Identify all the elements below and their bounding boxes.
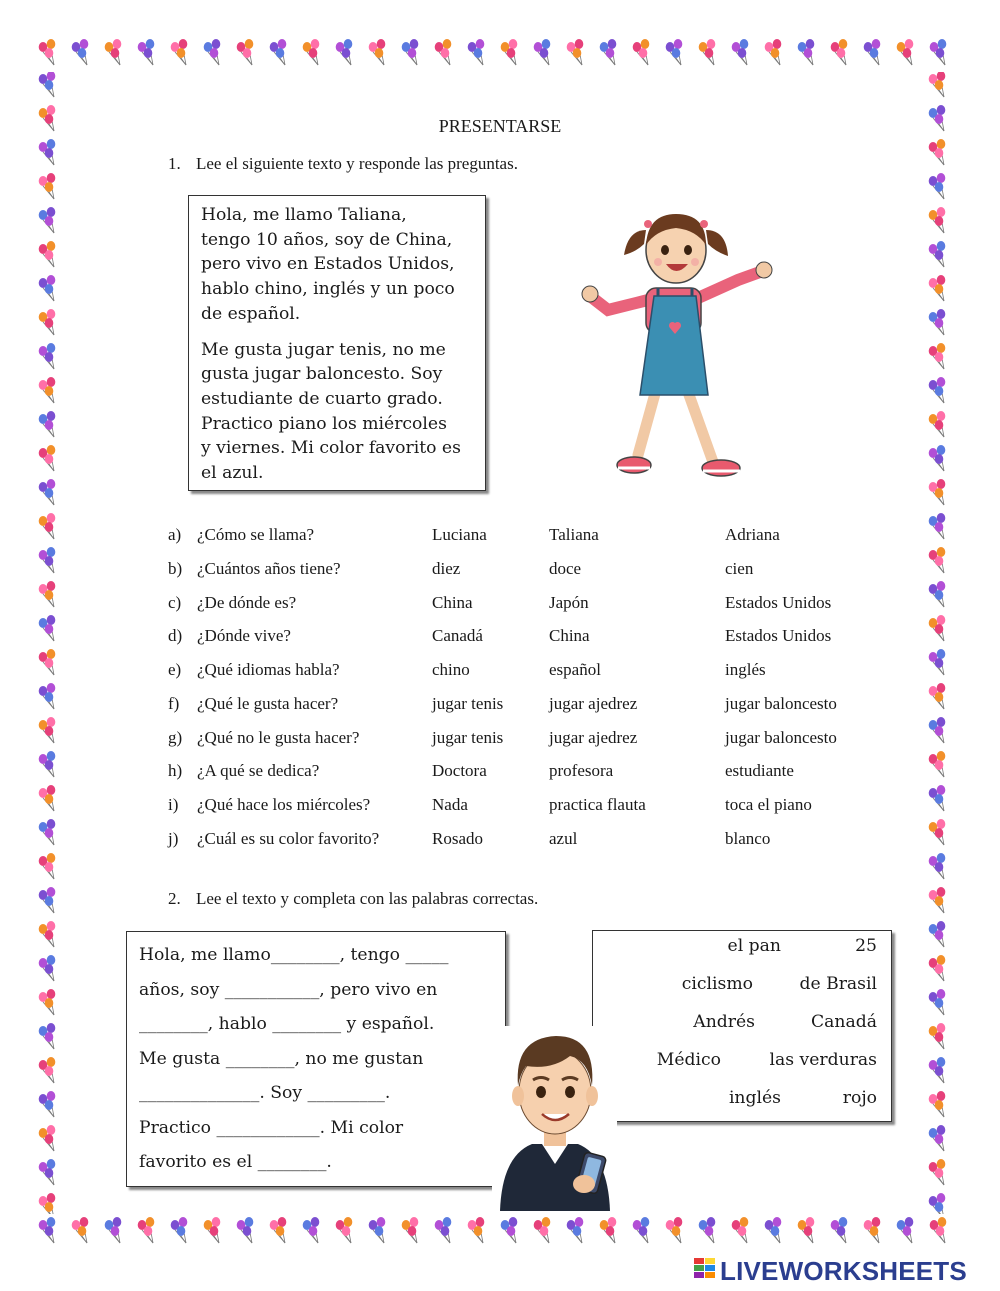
balloon-cluster-icon [929, 751, 946, 777]
balloon-cluster-icon [171, 39, 188, 65]
balloon-cluster-icon [567, 39, 584, 65]
balloon-cluster-icon [369, 39, 386, 65]
reading-paragraph-1 [201, 203, 473, 327]
question-letter: d) [168, 626, 183, 645]
question-text: ¿Qué idiomas habla? [197, 660, 340, 679]
question-text: ¿Cuál es su color favorito? [197, 829, 380, 848]
balloon-cluster-icon [732, 1217, 749, 1243]
instruction-2 [168, 889, 538, 909]
balloon-cluster-icon [798, 39, 815, 65]
balloon-cluster-icon [39, 1091, 56, 1117]
cloze-line[interactable]: ________, hablo ________ y español. [139, 1014, 435, 1034]
cloze-line[interactable]: favorito es el ________. [139, 1152, 332, 1172]
balloon-cluster-icon [897, 39, 914, 65]
question-letter: f) [168, 694, 180, 713]
cloze-line[interactable]: años, soy ___________, pero vivo en [139, 979, 438, 1000]
reading-line: Me gusta jugar tenis, no me [201, 339, 446, 360]
answer-option[interactable]: jugar tenis [432, 728, 504, 747]
balloon-cluster-icon [831, 39, 848, 65]
instruction-2-number: 2. [168, 889, 181, 908]
balloon-cluster-icon [303, 1217, 320, 1243]
reading-line: Practico piano los miércoles [201, 413, 447, 434]
balloon-cluster-icon [39, 1217, 56, 1243]
question-letter: i) [168, 795, 179, 814]
cloze-line[interactable]: Practico ____________. Mi color [139, 1117, 404, 1138]
reading-paragraph-2 [201, 338, 473, 486]
balloon-cluster-icon [501, 1217, 518, 1243]
balloon-border-top [36, 34, 962, 74]
balloon-cluster-icon [39, 649, 56, 675]
girl-illustration [578, 200, 778, 490]
word-bank-item[interactable]: Canadá [811, 1012, 877, 1032]
answer-option[interactable]: China [549, 626, 590, 645]
balloon-cluster-icon [929, 921, 946, 947]
balloon-cluster-icon [270, 39, 287, 65]
reading-line: estudiante de cuarto grado. [201, 388, 443, 409]
balloon-cluster-icon [39, 72, 56, 97]
word-bank-box [592, 930, 892, 1122]
word-bank-row [593, 936, 891, 964]
word-bank-row [593, 1088, 891, 1116]
balloon-cluster-icon [270, 1217, 287, 1243]
balloon-cluster-icon [929, 72, 946, 97]
balloon-cluster-icon [633, 1217, 650, 1243]
question-text: ¿Cómo se llama? [197, 525, 315, 544]
balloon-cluster-icon [929, 479, 946, 505]
balloon-cluster-icon [39, 717, 56, 743]
reading-line: Hola, me llamo Taliana, [201, 205, 407, 225]
balloon-cluster-icon [39, 309, 56, 335]
balloon-cluster-icon [929, 989, 946, 1015]
balloon-cluster-icon [39, 377, 56, 403]
word-bank-item[interactable]: ciclismo [681, 974, 753, 994]
balloon-cluster-icon [204, 39, 221, 65]
balloon-cluster-icon [105, 1217, 122, 1243]
balloon-cluster-icon [666, 39, 683, 65]
balloon-border-bottom [36, 1212, 962, 1252]
balloon-cluster-icon [929, 1091, 946, 1117]
balloon-cluster-icon [929, 819, 946, 845]
balloon-cluster-icon [897, 1217, 914, 1243]
balloon-cluster-icon [237, 1217, 254, 1243]
balloon-cluster-icon [929, 207, 946, 233]
answer-option[interactable]: Luciana [432, 525, 487, 544]
answer-option[interactable]: azul [549, 829, 578, 848]
balloon-row-bottom [36, 1212, 962, 1252]
answer-option[interactable]: practica flauta [549, 795, 646, 814]
balloon-cluster-icon [39, 581, 56, 607]
question-letter: j) [168, 829, 179, 848]
balloon-cluster-icon [699, 39, 716, 65]
balloon-cluster-icon [105, 39, 122, 65]
answer-option[interactable]: Nada [432, 795, 468, 814]
balloon-cluster-icon [39, 445, 56, 471]
balloon-cluster-icon [39, 547, 56, 573]
balloon-cluster-icon [39, 921, 56, 947]
balloon-cluster-icon [39, 39, 56, 65]
balloon-cluster-icon [336, 39, 353, 65]
balloon-cluster-icon [138, 1217, 155, 1243]
cloze-text-box [126, 931, 506, 1187]
balloon-cluster-icon [831, 1217, 848, 1243]
balloon-cluster-icon [39, 139, 56, 165]
balloon-cluster-icon [39, 1159, 56, 1185]
question-text: ¿A qué se dedica? [197, 761, 320, 780]
question-letter: e) [168, 660, 182, 679]
answer-option[interactable]: diez [432, 559, 461, 578]
balloon-cluster-icon [732, 39, 749, 65]
reading-text-box [188, 195, 486, 491]
answer-option[interactable]: profesora [549, 761, 614, 780]
balloon-cluster-icon [765, 39, 782, 65]
answer-option[interactable]: blanco [725, 829, 771, 848]
balloon-cluster-icon [39, 343, 56, 369]
balloon-cluster-icon [435, 1217, 452, 1243]
balloon-cluster-icon [930, 39, 947, 65]
answer-option[interactable]: jugar tenis [432, 694, 504, 713]
question-text: ¿De dónde es? [197, 593, 297, 612]
question-text: ¿Qué no le gusta hacer? [197, 728, 360, 747]
balloon-cluster-icon [501, 39, 518, 65]
balloon-cluster-icon [39, 479, 56, 505]
answer-option[interactable]: Rosado [432, 829, 483, 848]
word-bank-item[interactable]: Médico [656, 1050, 721, 1070]
word-bank-item[interactable]: de Brasil [799, 974, 877, 994]
instruction-1-text: Lee el siguiente texto y responde las preguntas. [196, 154, 518, 173]
balloon-cluster-icon [204, 1217, 221, 1243]
balloon-cluster-icon [929, 887, 946, 913]
balloon-cluster-icon [600, 1217, 617, 1243]
balloon-cluster-icon [929, 649, 946, 675]
liveworksheets-mark-icon [694, 1258, 716, 1284]
balloon-row-top [36, 34, 962, 74]
balloon-cluster-icon [765, 1217, 782, 1243]
balloon-border-right [924, 72, 964, 1214]
cloze-line[interactable]: ______________. Soy _________. [139, 1083, 391, 1103]
reading-line: el azul. [201, 463, 264, 484]
answer-option[interactable]: jugar baloncesto [725, 694, 837, 713]
balloon-cluster-icon [39, 819, 56, 845]
balloon-cluster-icon [633, 39, 650, 65]
balloon-cluster-icon [929, 1193, 946, 1214]
balloon-cluster-icon [567, 1217, 584, 1243]
balloon-cluster-icon [929, 1125, 946, 1151]
balloon-cluster-icon [929, 615, 946, 641]
reading-line: tengo 10 años, soy de China, [201, 229, 453, 250]
cloze-line[interactable]: Me gusta ________, no me gustan [139, 1048, 424, 1069]
balloon-cluster-icon [864, 1217, 881, 1243]
reading-line: hablo chino, inglés y un poco [201, 279, 455, 300]
balloon-cluster-icon [468, 39, 485, 65]
balloon-cluster-icon [39, 1023, 56, 1049]
answer-option[interactable]: jugar ajedrez [549, 694, 638, 713]
balloon-cluster-icon [39, 173, 56, 199]
instruction-1-number: 1. [168, 154, 181, 173]
question-letter: c) [168, 593, 182, 612]
answer-option[interactable]: Adriana [725, 525, 780, 544]
balloon-cluster-icon [39, 1193, 56, 1214]
balloon-cluster-icon [39, 241, 56, 267]
answer-option[interactable]: estudiante [725, 761, 794, 780]
answer-option[interactable]: Doctora [432, 761, 487, 780]
balloon-cluster-icon [929, 411, 946, 437]
balloon-cluster-icon [468, 1217, 485, 1243]
balloon-cluster-icon [138, 39, 155, 65]
balloon-border-left [34, 72, 74, 1214]
cloze-line[interactable]: Hola, me llamo________, tengo _____ [139, 945, 449, 965]
balloon-column-left [34, 72, 74, 1214]
question-text: ¿Qué le gusta hacer? [197, 694, 339, 713]
answer-option[interactable]: inglés [725, 660, 766, 679]
balloon-cluster-icon [39, 207, 56, 233]
balloon-cluster-icon [929, 173, 946, 199]
balloon-cluster-icon [929, 343, 946, 369]
question-letter: h) [168, 761, 183, 780]
balloon-cluster-icon [929, 581, 946, 607]
balloon-cluster-icon [798, 1217, 815, 1243]
worksheet-title: PRESENTARSE [438, 116, 562, 136]
reading-line: y viernes. Mi color favorito es [201, 438, 461, 459]
balloon-cluster-icon [39, 989, 56, 1015]
balloon-cluster-icon [303, 39, 320, 65]
question-letter: b) [168, 559, 183, 578]
word-bank-row [593, 1012, 891, 1040]
word-bank-item[interactable]: las verduras [769, 1050, 877, 1070]
reading-line: gusta jugar baloncesto. Soy [201, 364, 443, 385]
answer-option[interactable]: chino [432, 660, 470, 679]
balloon-cluster-icon [600, 39, 617, 65]
balloon-cluster-icon [39, 683, 56, 709]
word-bank-row [593, 1050, 891, 1078]
word-bank-item[interactable]: rojo [842, 1088, 877, 1108]
instruction-1 [168, 154, 518, 174]
balloon-cluster-icon [39, 751, 56, 777]
balloon-cluster-icon [39, 275, 56, 301]
answer-option[interactable]: China [432, 593, 473, 612]
balloon-cluster-icon [39, 853, 56, 879]
balloon-cluster-icon [435, 39, 452, 65]
balloon-cluster-icon [929, 275, 946, 301]
balloon-cluster-icon [929, 1023, 946, 1049]
liveworksheets-logo [694, 1255, 967, 1287]
reading-line: de español. [201, 303, 301, 324]
balloon-cluster-icon [929, 1159, 946, 1185]
balloon-cluster-icon [402, 39, 419, 65]
balloon-cluster-icon [39, 513, 56, 539]
word-bank-item[interactable]: el pan [727, 936, 781, 956]
balloon-cluster-icon [929, 955, 946, 981]
balloon-cluster-icon [72, 39, 89, 65]
balloon-cluster-icon [929, 785, 946, 811]
question-text: ¿Cuántos años tiene? [197, 559, 341, 578]
balloon-cluster-icon [171, 1217, 188, 1243]
balloon-cluster-icon [666, 1217, 683, 1243]
answer-option[interactable]: español [549, 660, 601, 679]
word-bank-item[interactable]: inglés [728, 1088, 781, 1108]
balloon-cluster-icon [930, 1217, 947, 1243]
answer-option[interactable]: jugar ajedrez [549, 728, 638, 747]
liveworksheets-brand: LIVEWORKSHEETS [720, 1255, 967, 1286]
balloon-cluster-icon [929, 547, 946, 573]
answer-option[interactable]: Taliana [549, 525, 599, 544]
word-bank-item[interactable]: Andrés [693, 1012, 755, 1032]
answer-option[interactable]: Estados Unidos [725, 593, 832, 612]
answer-option[interactable]: Japón [549, 593, 589, 612]
question-text: ¿Dónde vive? [197, 626, 291, 645]
boy-illustration [492, 1026, 617, 1211]
balloon-cluster-icon [39, 785, 56, 811]
balloon-cluster-icon [929, 445, 946, 471]
balloon-cluster-icon [864, 39, 881, 65]
balloon-cluster-icon [929, 1057, 946, 1083]
balloon-cluster-icon [534, 39, 551, 65]
answer-option[interactable]: Canadá [432, 626, 483, 645]
answer-option[interactable]: doce [549, 559, 582, 578]
reading-line: pero vivo en Estados Unidos, [201, 254, 455, 275]
balloon-cluster-icon [929, 377, 946, 403]
balloon-cluster-icon [39, 615, 56, 641]
balloon-cluster-icon [39, 955, 56, 981]
balloon-cluster-icon [929, 853, 946, 879]
question-text: ¿Qué hace los miércoles? [197, 795, 371, 814]
word-bank-row [593, 974, 891, 1002]
balloon-cluster-icon [929, 241, 946, 267]
balloon-cluster-icon [929, 309, 946, 335]
answer-option[interactable]: toca el piano [725, 795, 812, 814]
answer-option[interactable]: Estados Unidos [725, 626, 832, 645]
balloon-cluster-icon [534, 1217, 551, 1243]
question-letter: g) [168, 728, 183, 747]
balloon-cluster-icon [39, 1125, 56, 1151]
word-bank-item[interactable]: 25 [855, 936, 877, 956]
question-letter: a) [168, 525, 182, 544]
balloon-cluster-icon [929, 717, 946, 743]
balloon-cluster-icon [237, 39, 254, 65]
balloon-cluster-icon [39, 887, 56, 913]
balloon-cluster-icon [402, 1217, 419, 1243]
balloon-cluster-icon [929, 139, 946, 165]
balloon-column-right [924, 72, 964, 1214]
balloon-cluster-icon [929, 513, 946, 539]
instruction-2-text: Lee el texto y completa con las palabras correctas. [196, 889, 539, 908]
answer-option[interactable]: cien [725, 559, 754, 578]
balloon-cluster-icon [336, 1217, 353, 1243]
balloon-cluster-icon [929, 683, 946, 709]
balloon-cluster-icon [699, 1217, 716, 1243]
balloon-cluster-icon [39, 411, 56, 437]
answer-option[interactable]: jugar baloncesto [725, 728, 837, 747]
balloon-cluster-icon [369, 1217, 386, 1243]
balloon-cluster-icon [72, 1217, 89, 1243]
balloon-cluster-icon [39, 1057, 56, 1083]
